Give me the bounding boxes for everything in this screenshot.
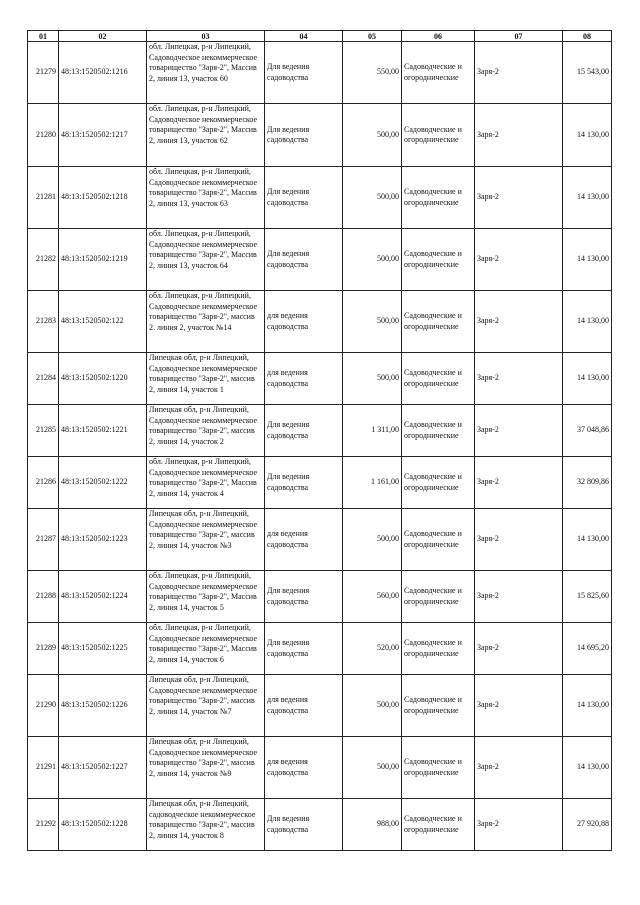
row-number-cell: 21283 bbox=[28, 291, 59, 353]
cadastral-value-cell: 15 825,60 bbox=[563, 571, 612, 623]
table-row bbox=[28, 799, 612, 851]
row-number-cell: 21290 bbox=[28, 675, 59, 737]
zone-cell: Заря-2 bbox=[475, 571, 563, 623]
address-cell bbox=[147, 405, 265, 457]
permitted-use-cell: Для ведения садоводства bbox=[265, 405, 343, 457]
cadastral-number-cell: 48:13:1520502:1223 bbox=[59, 509, 147, 571]
address-cell bbox=[147, 799, 265, 851]
zone-cell: Заря-2 bbox=[475, 799, 563, 851]
address-text: обл. Липецкая, р-н Липецкий, Садоводческое некоммерческое товарищество "Заря-2", Массив 2, линия 14, участок 4 bbox=[149, 457, 258, 498]
row-number-cell: 21288 bbox=[28, 571, 59, 623]
area-cell: 500,00 bbox=[343, 229, 402, 291]
table-row bbox=[28, 229, 612, 291]
cadastral-number-cell: 48:13:1520502:122 bbox=[59, 291, 147, 353]
table-row bbox=[28, 623, 612, 675]
zone-cell: Заря-2 bbox=[475, 42, 563, 104]
address-cell bbox=[147, 291, 265, 353]
area-cell: 500,00 bbox=[343, 675, 402, 737]
table-row bbox=[28, 42, 612, 104]
category-cell: Садоводческие и огороднические bbox=[402, 353, 475, 405]
cadastral-value-cell: 14 130,00 bbox=[563, 291, 612, 353]
zone-cell: Заря-2 bbox=[475, 737, 563, 799]
cadastral-number-cell: 48:13:1520502:1220 bbox=[59, 353, 147, 405]
table-row bbox=[28, 457, 612, 509]
permitted-use-cell: Для ведения садоводства bbox=[265, 104, 343, 167]
row-number-cell: 21289 bbox=[28, 623, 59, 675]
cadastral-number-cell: 48:13:1520502:1217 bbox=[59, 104, 147, 167]
permitted-use-cell: для ведения садоводства bbox=[265, 291, 343, 353]
area-cell: 1 161,00 bbox=[343, 457, 402, 509]
address-cell bbox=[147, 229, 265, 291]
header-col-05: 05 bbox=[343, 31, 402, 42]
cadastral-number-cell: 48:13:1520502:1216 bbox=[59, 42, 147, 104]
table-row bbox=[28, 104, 612, 167]
category-cell: Садоводческие и огороднические bbox=[402, 571, 475, 623]
address-cell bbox=[147, 353, 265, 405]
category-cell: Садоводческие и огороднические bbox=[402, 167, 475, 229]
category-cell: Садоводческие и огороднические bbox=[402, 737, 475, 799]
table-row bbox=[28, 291, 612, 353]
row-number-cell: 21286 bbox=[28, 457, 59, 509]
address-cell bbox=[147, 457, 265, 509]
cadastral-value-cell: 14 130,00 bbox=[563, 737, 612, 799]
row-number-cell: 21291 bbox=[28, 737, 59, 799]
area-cell: 988,00 bbox=[343, 799, 402, 851]
zone-cell: Заря-2 bbox=[475, 229, 563, 291]
area-cell: 500,00 bbox=[343, 167, 402, 229]
area-cell: 1 311,00 bbox=[343, 405, 402, 457]
table-row bbox=[28, 509, 612, 571]
category-cell: Садоводческие и огороднические bbox=[402, 229, 475, 291]
cadastral-value-cell: 27 920,88 bbox=[563, 799, 612, 851]
zone-cell: Заря-2 bbox=[475, 104, 563, 167]
cadastral-value-cell: 32 809,86 bbox=[563, 457, 612, 509]
cadastral-number-cell: 48:13:1520502:1226 bbox=[59, 675, 147, 737]
permitted-use-cell: Для ведения садоводства bbox=[265, 571, 343, 623]
address-text: обл. Липецкая, р-н Липецкий, Садоводческое некоммерческое товарищество "Заря-2", массив 2. линия 2, участок №14 bbox=[149, 291, 258, 332]
table-row bbox=[28, 405, 612, 457]
permitted-use-cell: для ведения садоводства bbox=[265, 509, 343, 571]
row-number-cell: 21284 bbox=[28, 353, 59, 405]
cadastral-value-cell: 14 130,00 bbox=[563, 675, 612, 737]
address-cell bbox=[147, 675, 265, 737]
header-col-07: 07 bbox=[475, 31, 563, 42]
zone-cell: Заря-2 bbox=[475, 167, 563, 229]
category-cell: Садоводческие и огороднические bbox=[402, 799, 475, 851]
area-cell: 500,00 bbox=[343, 509, 402, 571]
category-cell: Садоводческие и огороднические bbox=[402, 675, 475, 737]
permitted-use-cell: Для ведения садоводства bbox=[265, 167, 343, 229]
address-cell bbox=[147, 167, 265, 229]
address-text: Липецкая обл, р-н Липецкий, Садоводческое некоммерческое товарищество "Заря-2", массив 2, линия 14, участок №3 bbox=[149, 509, 258, 550]
table-body bbox=[28, 42, 612, 851]
cadastral-value-cell: 14 130,00 bbox=[563, 229, 612, 291]
cadastral-value-cell: 37 048,86 bbox=[563, 405, 612, 457]
cadastral-value-cell: 14 130,00 bbox=[563, 167, 612, 229]
address-text: обл. Липецкая, р-н Липецкий, Садоводческое некоммерческое товарищество "Заря-2", Массив 2, линия 13, участок 60 bbox=[149, 42, 258, 83]
header-col-02: 02 bbox=[59, 31, 147, 42]
table-row bbox=[28, 353, 612, 405]
address-cell bbox=[147, 571, 265, 623]
cadastral-value-cell: 14 130,00 bbox=[563, 104, 612, 167]
cadastral-number-cell: 48:13:1520502:1225 bbox=[59, 623, 147, 675]
address-text: обл. Липецкая, р-н Липецкий, Садоводческое некоммерческое товарищество "Заря-2", Массив 2, линия 13, участок 62 bbox=[149, 104, 258, 145]
cadastral-number-cell: 48:13:1520502:1222 bbox=[59, 457, 147, 509]
area-cell: 500,00 bbox=[343, 353, 402, 405]
permitted-use-cell: Для ведения садоводства bbox=[265, 42, 343, 104]
table-header-row bbox=[28, 31, 612, 42]
permitted-use-cell: Для ведения садоводства bbox=[265, 799, 343, 851]
category-cell: Садоводческие и огороднические bbox=[402, 104, 475, 167]
address-text: Липецкая обл, р-н Липецкий, садоводческое некоммерческое товарищество "Заря-2", массив 2, линия 14, участок 8 bbox=[149, 799, 256, 840]
document-page bbox=[27, 30, 611, 851]
header-col-01: 01 bbox=[28, 31, 59, 42]
row-number-cell: 21292 bbox=[28, 799, 59, 851]
address-cell bbox=[147, 509, 265, 571]
zone-cell: Заря-2 bbox=[475, 623, 563, 675]
category-cell: Садоводческие и огороднические bbox=[402, 291, 475, 353]
row-number-cell: 21282 bbox=[28, 229, 59, 291]
area-cell: 550,00 bbox=[343, 42, 402, 104]
area-cell: 500,00 bbox=[343, 291, 402, 353]
address-cell bbox=[147, 42, 265, 104]
address-cell bbox=[147, 737, 265, 799]
cadastral-number-cell: 48:13:1520502:1228 bbox=[59, 799, 147, 851]
zone-cell: Заря-2 bbox=[475, 353, 563, 405]
row-number-cell: 21285 bbox=[28, 405, 59, 457]
permitted-use-cell: Для ведения садоводства bbox=[265, 457, 343, 509]
area-cell: 520,00 bbox=[343, 623, 402, 675]
address-text: Липецкая обл, р-н Липецкий, Садоводческое некоммерческое товарищество "Заря-2", массив 2, линия 14, участок 1 bbox=[149, 353, 258, 394]
area-cell: 500,00 bbox=[343, 104, 402, 167]
cadastral-number-cell: 48:13:1520502:1219 bbox=[59, 229, 147, 291]
permitted-use-cell: для ведения садоводства bbox=[265, 675, 343, 737]
area-cell: 500,00 bbox=[343, 737, 402, 799]
permitted-use-cell: для ведения садоводства bbox=[265, 737, 343, 799]
zone-cell: Заря-2 bbox=[475, 405, 563, 457]
cadastral-number-cell: 48:13:1520502:1221 bbox=[59, 405, 147, 457]
cadastral-value-cell: 14 130,00 bbox=[563, 353, 612, 405]
table-row bbox=[28, 675, 612, 737]
header-col-08: 08 bbox=[563, 31, 612, 42]
address-text: обл. Липецкая, р-н Липецкий, Садоводческое некоммерческое товарищество "Заря-2", Массив 2, линия 13, участок 63 bbox=[149, 167, 258, 208]
cadastral-number-cell: 48:13:1520502:1224 bbox=[59, 571, 147, 623]
permitted-use-cell: Для ведения садоводства bbox=[265, 229, 343, 291]
row-number-cell: 21281 bbox=[28, 167, 59, 229]
header-col-04: 04 bbox=[265, 31, 343, 42]
table-row bbox=[28, 167, 612, 229]
category-cell: Садоводческие и огороднические bbox=[402, 405, 475, 457]
address-text: обл. Липецкая, р-н Липецкий, Садоводческое некоммерческое товарищество "Заря-2", Массив 2, линия 14, участок 5 bbox=[149, 571, 258, 612]
cadastral-number-cell: 48:13:1520502:1227 bbox=[59, 737, 147, 799]
category-cell: Садоводческие и огороднические bbox=[402, 509, 475, 571]
table-row bbox=[28, 737, 612, 799]
row-number-cell: 21279 bbox=[28, 42, 59, 104]
land-plots-table bbox=[27, 30, 612, 851]
address-cell bbox=[147, 623, 265, 675]
cadastral-value-cell: 14 695,20 bbox=[563, 623, 612, 675]
table-row bbox=[28, 571, 612, 623]
permitted-use-cell: Для ведения садоводства bbox=[265, 623, 343, 675]
row-number-cell: 21287 bbox=[28, 509, 59, 571]
cadastral-number-cell: 48:13:1520502:1218 bbox=[59, 167, 147, 229]
address-text: Липецкая обл, р-н Липецкий, Садоводческое некоммерческое товарищество "Заря-2", массив 2, линия 14, участок 2 bbox=[149, 405, 258, 446]
category-cell: Садоводческие и огороднические bbox=[402, 457, 475, 509]
cadastral-value-cell: 14 130,00 bbox=[563, 509, 612, 571]
zone-cell: Заря-2 bbox=[475, 509, 563, 571]
address-text: Липецкая обл, р-н Липецкий, Садоводческое некоммерческое товарищество "Заря-2", массив 2, линия 14, участок №9 bbox=[149, 737, 258, 778]
zone-cell: Заря-2 bbox=[475, 675, 563, 737]
header-col-06: 06 bbox=[402, 31, 475, 42]
zone-cell: Заря-2 bbox=[475, 457, 563, 509]
permitted-use-cell: для ведения садоводства bbox=[265, 353, 343, 405]
zone-cell: Заря-2 bbox=[475, 291, 563, 353]
category-cell: Садоводческие и огороднические bbox=[402, 42, 475, 104]
category-cell: Садоводческие и огороднические bbox=[402, 623, 475, 675]
address-text: обл. Липецкая, р-н Липецкий, Садоводческое некоммерческое товарищество "Заря-2", Массив 2, линия 13, участок 64 bbox=[149, 229, 258, 270]
row-number-cell: 21280 bbox=[28, 104, 59, 167]
header-col-03: 03 bbox=[147, 31, 265, 42]
area-cell: 560,00 bbox=[343, 571, 402, 623]
address-text: Липецкая обл, р-н Липецкий, Садоводческое некоммерческое товарищество "Заря-2", массив 2, линия 14, участок №7 bbox=[149, 675, 258, 716]
address-text: обл. Липецкая, р-н Липецкий, Садоводческое некоммерческое товарищество "Заря-2", Массив 2, линия 14, участок 6 bbox=[149, 623, 258, 664]
address-cell bbox=[147, 104, 265, 167]
cadastral-value-cell: 15 543,00 bbox=[563, 42, 612, 104]
